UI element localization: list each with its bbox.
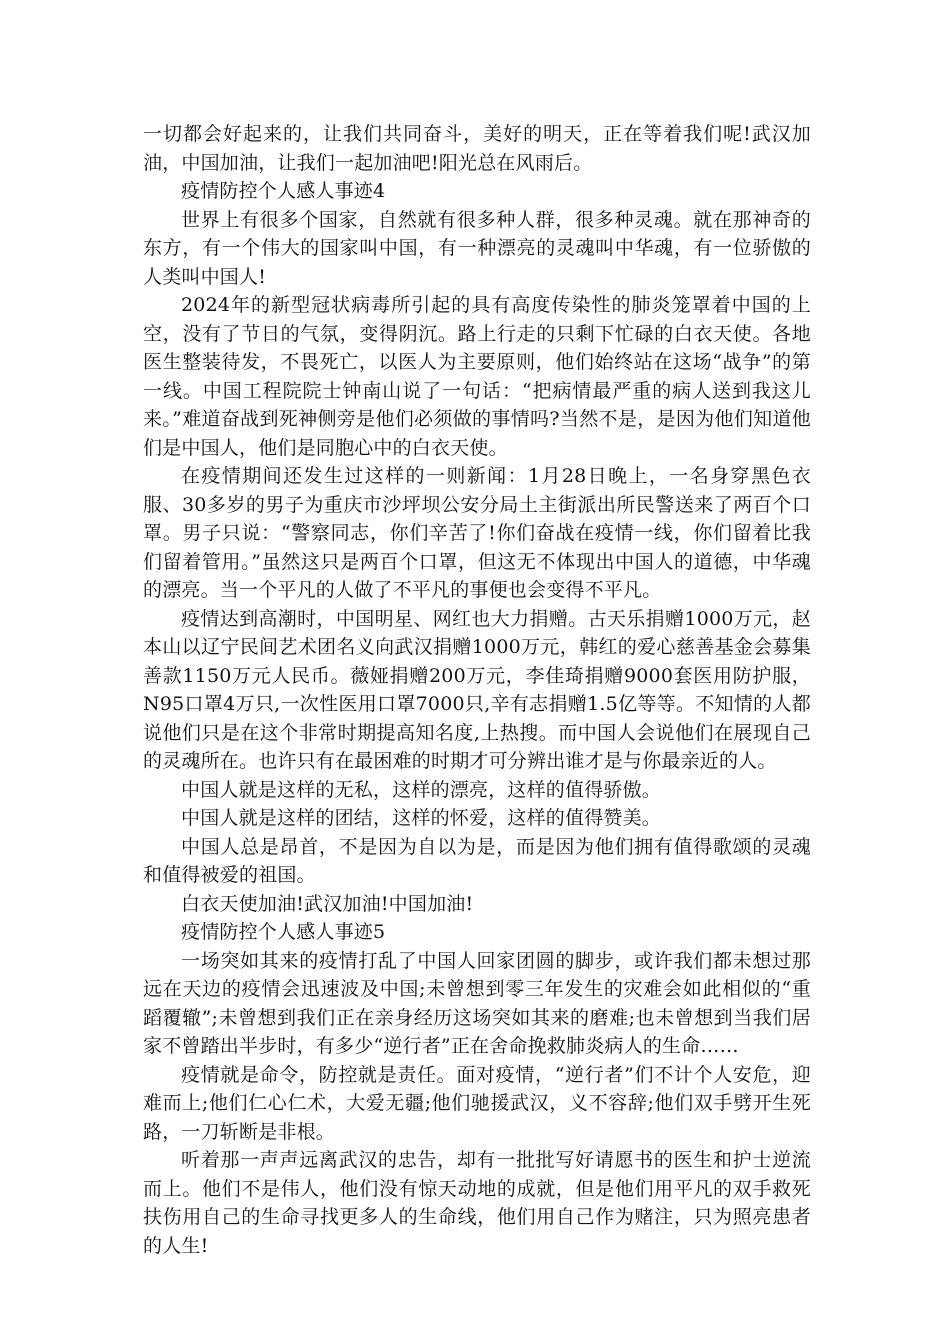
paragraph: 世界上有很多个国家，自然就有很多种人群，很多种灵魂。就在那神奇的东方，有一个伟大的国家叫中国，有一种漂亮的灵魂叫中华魂，有一位骄傲的人类叫中国人! [143,208,811,288]
paragraph: 在疫情期间还发生过这样的一则新闻：1月28日晚上，一名身穿黑色衣服、30多岁的男子为重庆市沙坪坝公安分局土主街派出所民警送来了两百个口罩。男子只说：“警察同志，你们辛苦了!你们奋战在疫情一线，你们留着比我们留着管用。”虽然这只是两百个口罩，但这无不体现出中国人的道德，中华魂的漂亮。当一个平凡的人做了不平凡的事便也会变得不平凡。 [143,465,811,601]
paragraph: 中国人就是这样的团结，这样的怀爱，这样的值得赞美。 [181,807,662,829]
paragraph: 听着那一声声远离武汉的忠告，却有一批批写好请愿书的医生和护士逆流而上。他们不是伟人，他们没有惊天动地的成就，但是他们用平凡的双手救死扶伤用自己的生命寻找更多人的生命线，他们用自己作为赌注，只为照亮患者的人生! [143,1149,811,1257]
document-page [143,120,811,1260]
section-heading: 疫情防控个人感人事迹5 [181,921,386,943]
paragraph: 2024年的新型冠状病毒所引起的具有高度传染性的肺炎笼罩着中国的上空，没有了节日的气氛，变得阴沉。路上行走的只剩下忙碌的白衣天使。各地医生整装待发，不畏死亡，以医人为主要原则，他们始终站在这场“战争”的第一线。中国工程院院士钟南山说了一句话：“把病情最严重的病人送到我这儿来。”难道奋战到死神侧旁是他们必须做的事情吗?当然不是，是因为他们知道他们是中国人，他们是同胞心中的白衣天使。 [143,294,811,459]
paragraph: 一切都会好起来的，让我们共同奋斗，美好的明天，正在等着我们呢!武汉加油，中国加油，让我们一起加油吧!阳光总在风雨后。 [143,123,811,174]
paragraph: 中国人总是昂首，不是因为自以为是，而是因为他们拥有值得歌颂的灵魂和值得被爱的祖国。 [143,835,811,886]
paragraph: 一场突如其来的疫情打乱了中国人回家团圆的脚步，或许我们都未想过那远在天边的疫情会迅速波及中国;未曾想到零三年发生的灾难会如此相似的“重蹈覆辙”;未曾想到我们正在亲身经历这场突如其来的磨难;也未曾想到当我们居家不曾踏出半步时，有多少“逆行者”正在舍命挽救肺炎病人的生命…… [143,949,811,1057]
paragraph: 白衣天使加油!武汉加油!中国加油! [181,892,474,915]
paragraph: 中国人就是这样的无私，这样的漂亮，这样的值得骄傲。 [181,778,662,801]
section-heading: 疫情防控个人感人事迹4 [181,180,386,202]
paragraph: 疫情达到高潮时，中国明星、网红也大力捐赠。古天乐捐赠1000万元，赵本山以辽宁民间艺术团名义向武汉捐赠1000万元，韩红的爱心慈善基金会募集善款1150万元人民币。薇娅捐赠200万元，李佳琦捐赠9000套医用防护服，N95口罩4万只,一次性医用口罩7000只,辛有志捐赠1.5亿等等。不知情的人都说他们只是在这个非常时期提高知名度,上热搜。而中国人会说他们在展现自己的灵魂所在。也许只有在最困难的时期才可分辨出谁才是与你最亲近的人。 [143,607,811,772]
paragraph: 疫情就是命令，防控就是责任。面对疫情，“逆行者”们不计个人安危，迎难而上;他们仁心仁术，大爱无疆;他们驰援武汉，义不容辞;他们双手劈开生死路，一刀斩断是非根。 [143,1063,811,1143]
